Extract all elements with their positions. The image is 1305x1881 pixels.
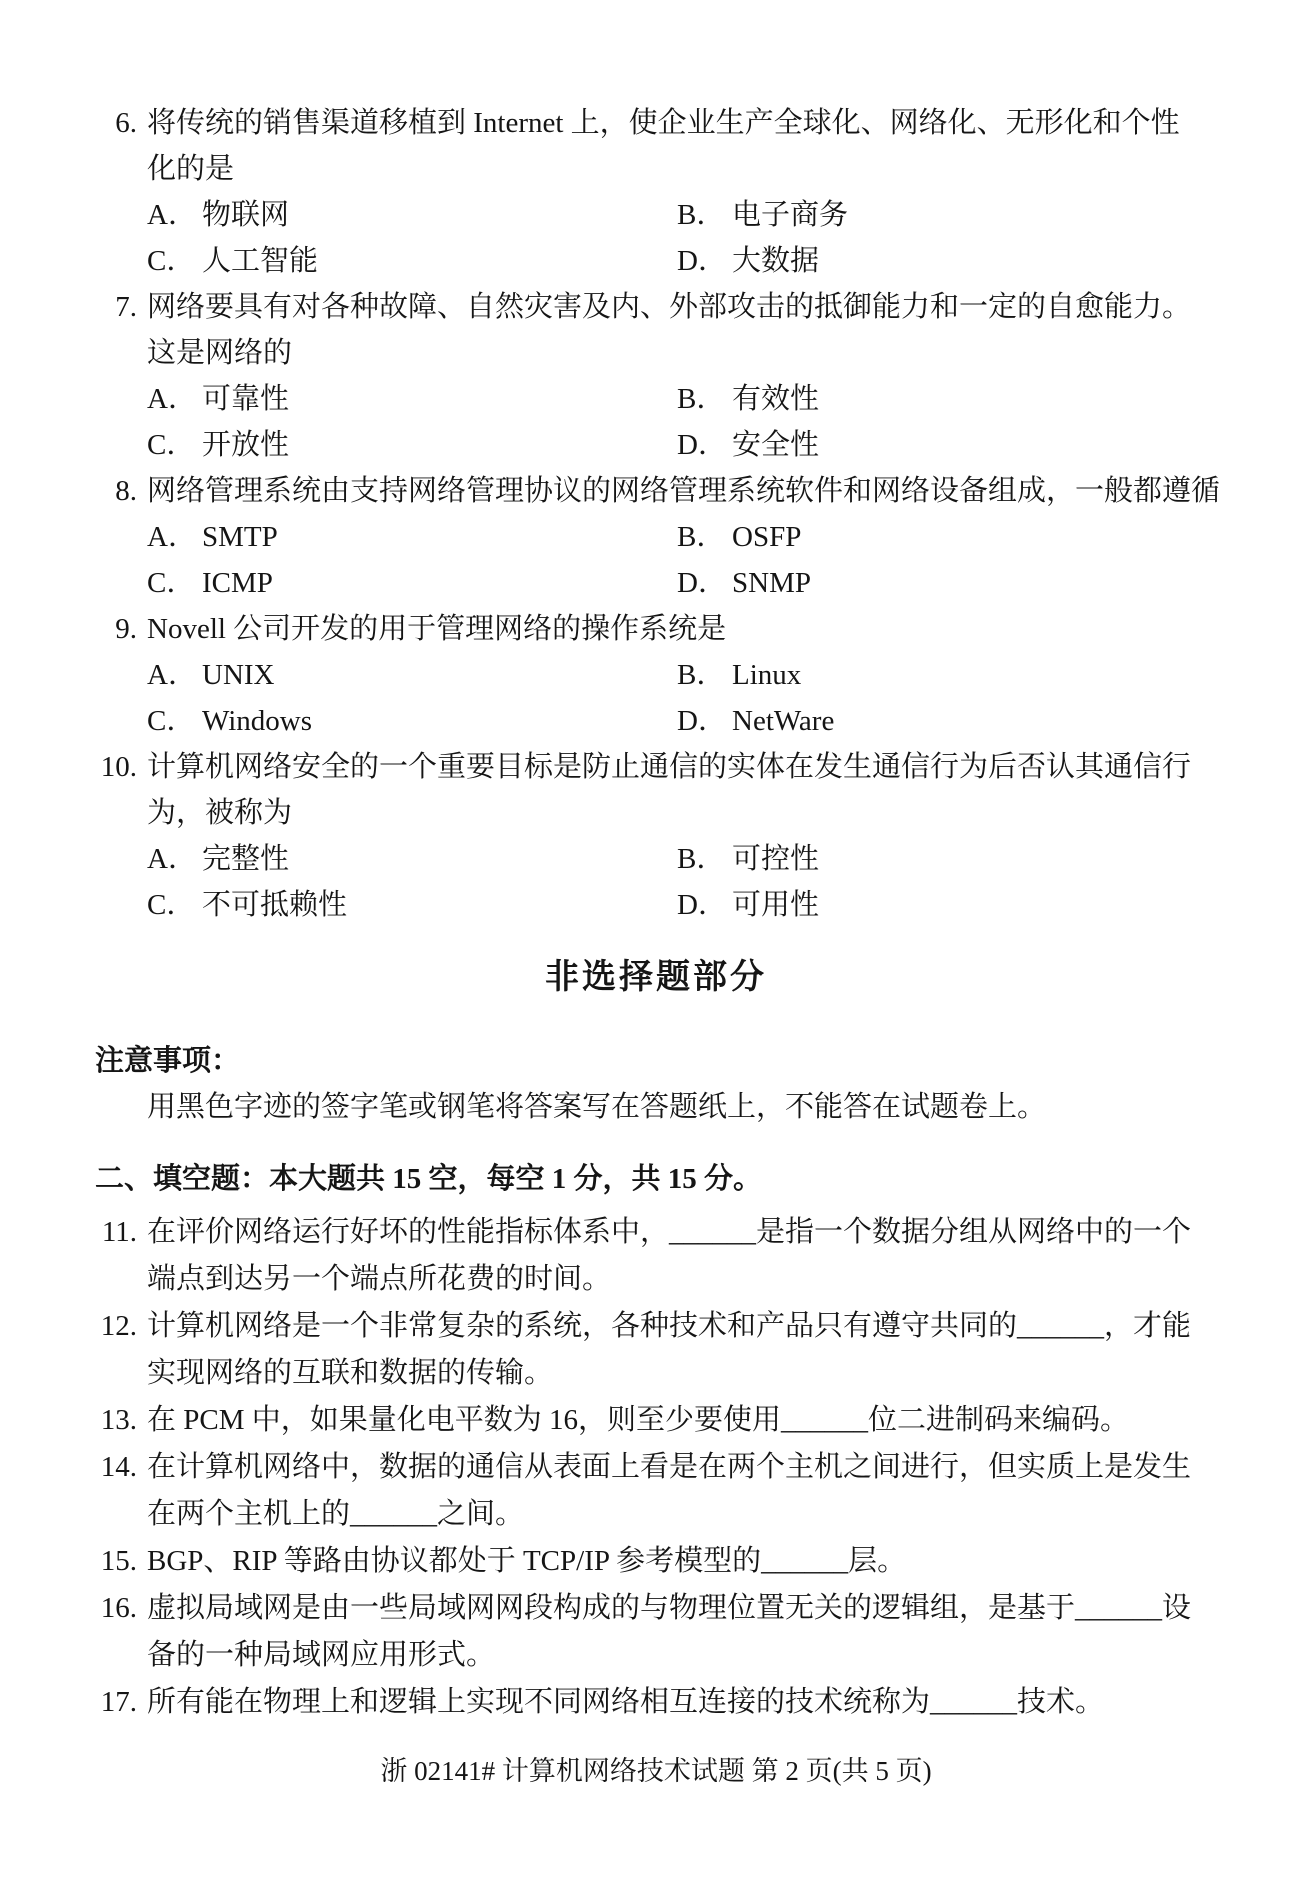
question-text: 在评价网络运行好坏的性能指标体系中，______是指一个数据分组从网络中的一个 bbox=[147, 1216, 1192, 1248]
question-13 bbox=[95, 1397, 1217, 1444]
option-text: SNMP bbox=[732, 567, 811, 599]
option-text: ICMP bbox=[202, 567, 273, 599]
section-heading: 非选择题部分 bbox=[545, 959, 767, 996]
option-d bbox=[677, 698, 1217, 744]
question-number: 6. bbox=[115, 107, 137, 139]
question-text: 网络要具有对各种故障、自然灾害及内、外部攻击的抵御能力和一定的自愈能力。 bbox=[147, 291, 1192, 323]
question-text: 端点到达另一个端点所花费的时间。 bbox=[147, 1263, 612, 1295]
option-label: B． bbox=[677, 843, 726, 875]
option-d bbox=[677, 560, 1217, 606]
option-label: C． bbox=[147, 705, 196, 737]
option-text: 可靠性 bbox=[202, 383, 290, 415]
option-label: B． bbox=[677, 199, 726, 231]
option-label: B． bbox=[677, 659, 726, 691]
option-b bbox=[677, 652, 1217, 698]
question-12 bbox=[95, 1303, 1217, 1397]
question-number: 16. bbox=[100, 1592, 137, 1624]
option-grid bbox=[95, 514, 1217, 606]
question-10 bbox=[95, 744, 1217, 928]
question-number: 17. bbox=[100, 1686, 137, 1718]
page-footer: 浙 02141# 计算机网络技术试题 第 2 页(共 5 页) bbox=[380, 1756, 932, 1786]
question-text: 备的一种局域网应用形式。 bbox=[147, 1639, 496, 1671]
option-text: 安全性 bbox=[732, 429, 820, 461]
option-label: B． bbox=[677, 521, 726, 553]
question-number: 10. bbox=[100, 751, 137, 783]
fill-section-title: 二、填空题：本大题共 15 空，每空 1 分，共 15 分。 bbox=[95, 1163, 763, 1195]
option-d bbox=[677, 422, 1217, 468]
option-label: A． bbox=[147, 521, 197, 553]
question-line bbox=[95, 1397, 1217, 1444]
question-line bbox=[95, 1538, 1217, 1585]
question-16 bbox=[95, 1585, 1217, 1679]
option-label: D． bbox=[677, 567, 727, 599]
option-c bbox=[147, 698, 677, 744]
option-label: C． bbox=[147, 567, 196, 599]
option-label: A． bbox=[147, 843, 197, 875]
option-b bbox=[677, 514, 1217, 560]
option-text: 电子商务 bbox=[732, 199, 849, 231]
question-9 bbox=[95, 606, 1217, 744]
option-text: 大数据 bbox=[732, 245, 820, 277]
question-number: 12. bbox=[100, 1310, 137, 1342]
question-number: 13. bbox=[100, 1404, 137, 1436]
option-text: 完整性 bbox=[202, 843, 290, 875]
option-b bbox=[677, 376, 1217, 422]
question-text: 计算机网络是一个非常复杂的系统，各种技术和产品只有遵守共同的______，才能 bbox=[147, 1310, 1192, 1342]
option-a bbox=[147, 836, 677, 882]
option-text: SMTP bbox=[202, 521, 278, 553]
question-text: Novell 公司开发的用于管理网络的操作系统是 bbox=[147, 613, 727, 645]
question-line bbox=[95, 468, 1221, 514]
question-text: 将传统的销售渠道移植到 Internet 上，使企业生产全球化、网络化、无形化和个性 bbox=[147, 107, 1180, 139]
question-number: 14. bbox=[100, 1451, 137, 1483]
question-number: 11. bbox=[101, 1216, 137, 1248]
option-label: C． bbox=[147, 889, 196, 921]
option-text: 有效性 bbox=[732, 383, 820, 415]
option-text: UNIX bbox=[202, 659, 275, 691]
question-text: 为，被称为 bbox=[147, 797, 293, 829]
option-d bbox=[677, 882, 1217, 928]
question-7 bbox=[95, 284, 1217, 468]
notes-label: 注意事项： bbox=[95, 1045, 241, 1077]
question-number: 15. bbox=[100, 1545, 137, 1577]
option-label: B． bbox=[677, 383, 726, 415]
question-17 bbox=[95, 1679, 1217, 1726]
option-grid bbox=[95, 192, 1217, 284]
question-line bbox=[95, 1444, 1217, 1491]
note-text: 用黑色字迹的签字笔或钢笔将答案写在答题纸上，不能答在试题卷上。 bbox=[147, 1091, 1047, 1123]
question-text: BGP、RIP 等路由协议都处于 TCP/IP 参考模型的______层。 bbox=[147, 1545, 907, 1577]
question-14 bbox=[95, 1444, 1217, 1538]
question-line bbox=[95, 100, 1217, 146]
option-label: D． bbox=[677, 889, 727, 921]
option-label: A． bbox=[147, 383, 197, 415]
question-15 bbox=[95, 1538, 1217, 1585]
fill-question-section bbox=[95, 1209, 1217, 1726]
option-text: 可用性 bbox=[732, 889, 820, 921]
option-a bbox=[147, 652, 677, 698]
option-grid bbox=[95, 652, 1217, 744]
option-text: 可控性 bbox=[732, 843, 820, 875]
option-text: Linux bbox=[732, 659, 802, 691]
option-text: NetWare bbox=[732, 705, 835, 737]
question-line bbox=[95, 284, 1217, 330]
question-text: 虚拟局域网是由一些局域网网段构成的与物理位置无关的逻辑组，是基于______设 bbox=[147, 1592, 1192, 1624]
option-grid bbox=[95, 836, 1217, 928]
option-b bbox=[677, 192, 1217, 238]
question-text: 化的是 bbox=[147, 153, 235, 185]
question-text: 在 PCM 中，如果量化电平数为 16，则至少要使用______位二进制码来编码。 bbox=[147, 1404, 1130, 1436]
option-label: D． bbox=[677, 429, 727, 461]
question-11 bbox=[95, 1209, 1217, 1303]
question-line bbox=[95, 1585, 1217, 1632]
option-text: 物联网 bbox=[202, 199, 290, 231]
option-text: 人工智能 bbox=[202, 245, 319, 277]
option-c bbox=[147, 238, 677, 284]
option-label: D． bbox=[677, 705, 727, 737]
option-text: OSFP bbox=[732, 521, 802, 553]
question-number: 8. bbox=[115, 475, 137, 507]
option-c bbox=[147, 560, 677, 606]
option-c bbox=[147, 882, 677, 928]
question-text: 网络管理系统由支持网络管理协议的网络管理系统软件和网络设备组成，一般都遵循 bbox=[147, 475, 1221, 507]
option-label: C． bbox=[147, 429, 196, 461]
option-text: 不可抵赖性 bbox=[202, 889, 348, 921]
question-text: 在计算机网络中，数据的通信从表面上看是在两个主机之间进行，但实质上是发生 bbox=[147, 1451, 1192, 1483]
question-text: 所有能在物理上和逻辑上实现不同网络相互连接的技术统称为______技术。 bbox=[147, 1686, 1105, 1718]
option-b bbox=[677, 836, 1217, 882]
question-text: 计算机网络安全的一个重要目标是防止通信的实体在发生通信行为后否认其通信行 bbox=[147, 751, 1192, 783]
option-c bbox=[147, 422, 677, 468]
option-text: Windows bbox=[202, 705, 312, 737]
question-line bbox=[95, 1303, 1217, 1350]
question-line bbox=[95, 1209, 1217, 1256]
option-grid bbox=[95, 376, 1217, 468]
mc-question-section bbox=[95, 100, 1221, 928]
option-a bbox=[147, 192, 677, 238]
option-label: A． bbox=[147, 659, 197, 691]
question-text: 这是网络的 bbox=[147, 337, 293, 369]
question-text: 实现网络的互联和数据的传输。 bbox=[147, 1357, 554, 1389]
option-label: D． bbox=[677, 245, 727, 277]
option-text: 开放性 bbox=[202, 429, 290, 461]
question-8 bbox=[95, 468, 1221, 606]
option-a bbox=[147, 514, 677, 560]
question-number: 9. bbox=[115, 613, 137, 645]
option-d bbox=[677, 238, 1217, 284]
question-line bbox=[95, 606, 1217, 652]
question-line bbox=[95, 1679, 1217, 1726]
question-line bbox=[95, 744, 1217, 790]
option-label: C． bbox=[147, 245, 196, 277]
option-a bbox=[147, 376, 677, 422]
question-number: 7. bbox=[115, 291, 137, 323]
question-text: 在两个主机上的______之间。 bbox=[147, 1498, 525, 1530]
option-label: A． bbox=[147, 199, 197, 231]
question-6 bbox=[95, 100, 1217, 284]
